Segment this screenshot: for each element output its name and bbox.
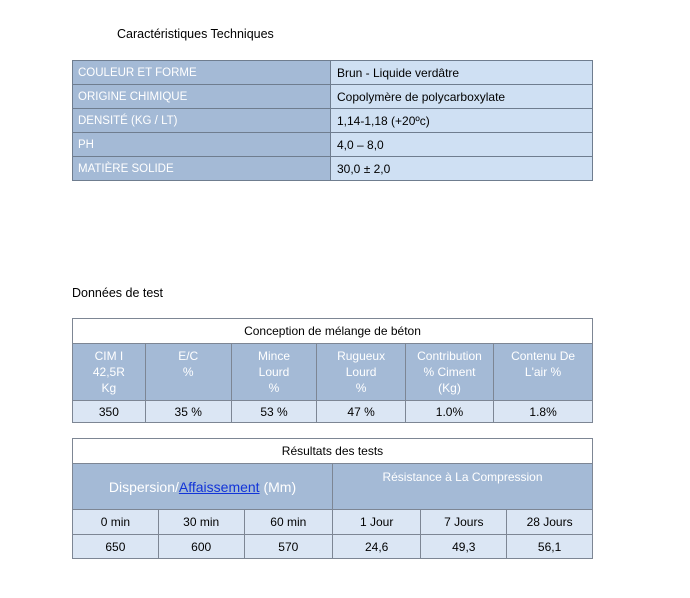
mix-value: 47 % — [317, 401, 405, 423]
spec-label: COULEUR ET FORME — [73, 61, 331, 85]
spec-value: 4,0 – 8,0 — [331, 133, 593, 157]
table-row — [73, 109, 593, 133]
mix-header-line: E/C — [178, 349, 199, 363]
results-subheader: 1 Jour — [332, 510, 420, 535]
results-value: 56,1 — [507, 535, 593, 559]
mix-header-line: Kg — [101, 381, 117, 395]
mix-value: 35 % — [145, 401, 231, 423]
spec-label: PH — [73, 133, 331, 157]
spec-table — [72, 60, 593, 181]
dispersion-unit: (Mm) — [259, 478, 297, 495]
mix-design-table — [72, 318, 593, 423]
mix-header-line: Contribution — [417, 349, 482, 363]
test-results-table — [72, 438, 593, 559]
table-row — [73, 401, 593, 423]
results-value: 570 — [244, 535, 332, 559]
mix-header-line: (Kg) — [438, 381, 461, 395]
mix-header-line: % Ciment — [423, 365, 476, 379]
affaissement-link[interactable]: Affaissement — [178, 478, 260, 495]
mix-header-line: Lourd — [345, 365, 377, 379]
spec-value: 1,14-1,18 (+20ºc) — [331, 109, 593, 133]
table-row — [73, 133, 593, 157]
mix-header-line — [494, 380, 592, 396]
spec-value: Copolymère de polycarboxylate — [331, 85, 593, 109]
mix-header-cell — [145, 344, 231, 401]
results-value: 49,3 — [421, 535, 507, 559]
results-subheader: 30 min — [158, 510, 244, 535]
spec-title: Caractéristiques Techniques — [117, 27, 274, 41]
mix-header-cell — [317, 344, 405, 401]
mix-header-line: Mince — [257, 349, 290, 363]
mix-value: 53 % — [231, 401, 317, 423]
results-subheader: 60 min — [244, 510, 332, 535]
mix-header-line: % — [355, 381, 367, 395]
table-header-row — [73, 344, 593, 401]
test-section-title: Données de test — [72, 286, 164, 300]
results-subheader: 0 min — [73, 510, 159, 535]
results-caption: Résultats des tests — [73, 439, 593, 464]
table-row — [73, 61, 593, 85]
mix-header-cell — [231, 344, 317, 401]
mix-header-cell — [405, 344, 493, 401]
results-value: 650 — [73, 535, 159, 559]
mix-header-line: CIM I — [94, 349, 124, 363]
spec-label: DENSITÉ (KG / LT) — [73, 109, 331, 133]
dispersion-header — [73, 464, 333, 510]
mix-caption: Conception de mélange de béton — [73, 319, 593, 344]
mix-value: 1.0% — [405, 401, 493, 423]
results-value: 600 — [158, 535, 244, 559]
mix-header-line: Contenu De — [511, 349, 576, 363]
table-subheader-row — [73, 510, 593, 535]
mix-value: 1.8% — [494, 401, 593, 423]
spec-label: MATIÈRE SOLIDE — [73, 157, 331, 181]
mix-header-line: 42,5R — [92, 365, 125, 379]
results-subheader: 7 Jours — [421, 510, 507, 535]
table-row — [73, 85, 593, 109]
mix-header-cell — [494, 344, 593, 401]
table-header-row — [73, 464, 593, 510]
compression-header: Résistance à La Compression — [332, 464, 592, 510]
table-row — [73, 535, 593, 559]
mix-header-line: % — [182, 365, 194, 379]
results-subheader: 28 Jours — [507, 510, 593, 535]
spec-label: ORIGINE CHIMIQUE — [73, 85, 331, 109]
mix-header-line: Rugueux — [337, 349, 386, 363]
table-caption-row — [73, 319, 593, 344]
mix-value: 350 — [73, 401, 146, 423]
mix-header-line: L'air % — [524, 365, 562, 379]
table-row — [73, 157, 593, 181]
mix-header-line: Lourd — [258, 365, 290, 379]
mix-header-line — [146, 380, 231, 396]
mix-header-cell — [73, 344, 146, 401]
mix-header-line: % — [268, 381, 280, 395]
dispersion-label: Dispersion/ — [108, 478, 179, 495]
results-value: 24,6 — [332, 535, 420, 559]
table-caption-row — [73, 439, 593, 464]
spec-value: 30,0 ± 2,0 — [331, 157, 593, 181]
spec-value: Brun - Liquide verdâtre — [331, 61, 593, 85]
